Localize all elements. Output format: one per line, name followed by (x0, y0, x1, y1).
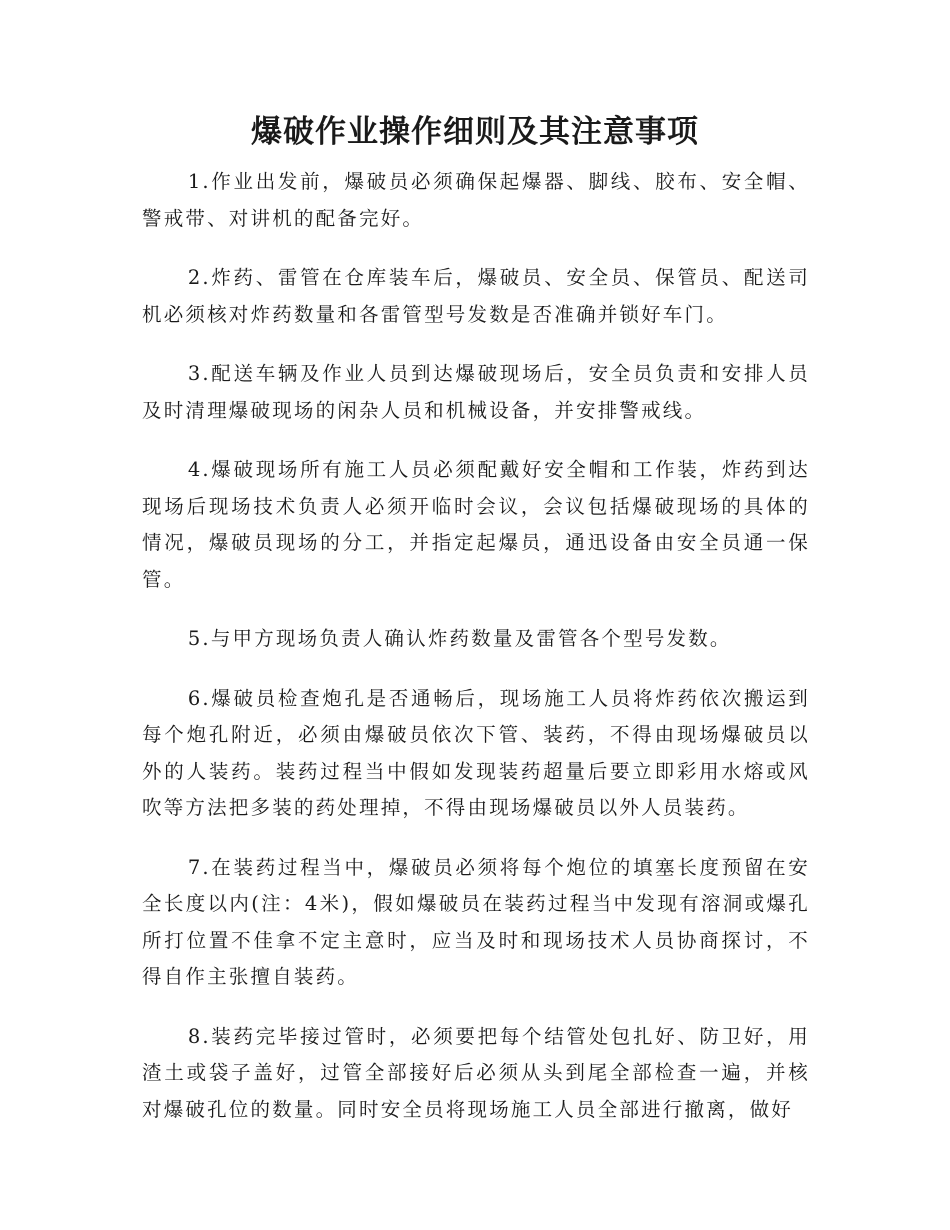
paragraph-6: 6.爆破员检查炮孔是否通畅后，现场施工人员将炸药依次搬运到每个炮孔附近，必须由爆破员依次下管、装药，不得由现场爆破员以外的人装药。装药过程当中假如发现装药超量后要立即彩用水熔或风吹等方法把多装的药处理掉，不得由现场爆破员以外人员装药。 (142, 686, 810, 819)
paragraph-2: 2.炸药、雷管在仓库装车后，爆破员、安全员、保管员、配送司机必须核对炸药数量和各雷管型号发数是否准确并锁好车门。 (142, 266, 810, 326)
document-body (142, 164, 810, 1151)
paragraph-3: 3.配送车辆及作业人员到达爆破现场后，安全员负责和安排人员及时清理爆破现场的闲杂人员和机械设备，并安排警戒线。 (142, 362, 810, 422)
paragraph-5: 5.与甲方现场负责人确认炸药数量及雷管各个型号发数。 (187, 627, 732, 650)
paragraph-8: 8.装药完毕接过管时，必须要把每个结管处包扎好、防卫好，用渣土或袋子盖好，过管全部接好后必须从头到尾全部检查一遍，并核对爆破孔位的数量。同时安全员将现场施工人员全部进行撤离，做好 (142, 1024, 810, 1121)
paragraph-7: 7.在装药过程当中，爆破员必须将每个炮位的填塞长度预留在安全长度以内(注：4米)，假如爆破员在装药过程当中发现有溶洞或爆孔所打位置不佳拿不定主意时，应当及时和现场技术人员协商探讨，不得自作主张擅自装药。 (142, 855, 810, 988)
document-title: 爆破作业操作细则及其注意事项 (251, 114, 699, 150)
paragraph-4: 4.爆破现场所有施工人员必须配戴好安全帽和工作装，炸药到达现场后现场技术负责人必须开临时会议，会议包括爆破现场的具体的情况，爆破员现场的分工，并指定起爆员，通迅设备由安全员通一保管。 (142, 458, 810, 591)
paragraph-1: 1.作业出发前，爆破员必须确保起爆器、脚线、胶布、安全帽、警戒带、对讲机的配备完好。 (142, 170, 810, 230)
